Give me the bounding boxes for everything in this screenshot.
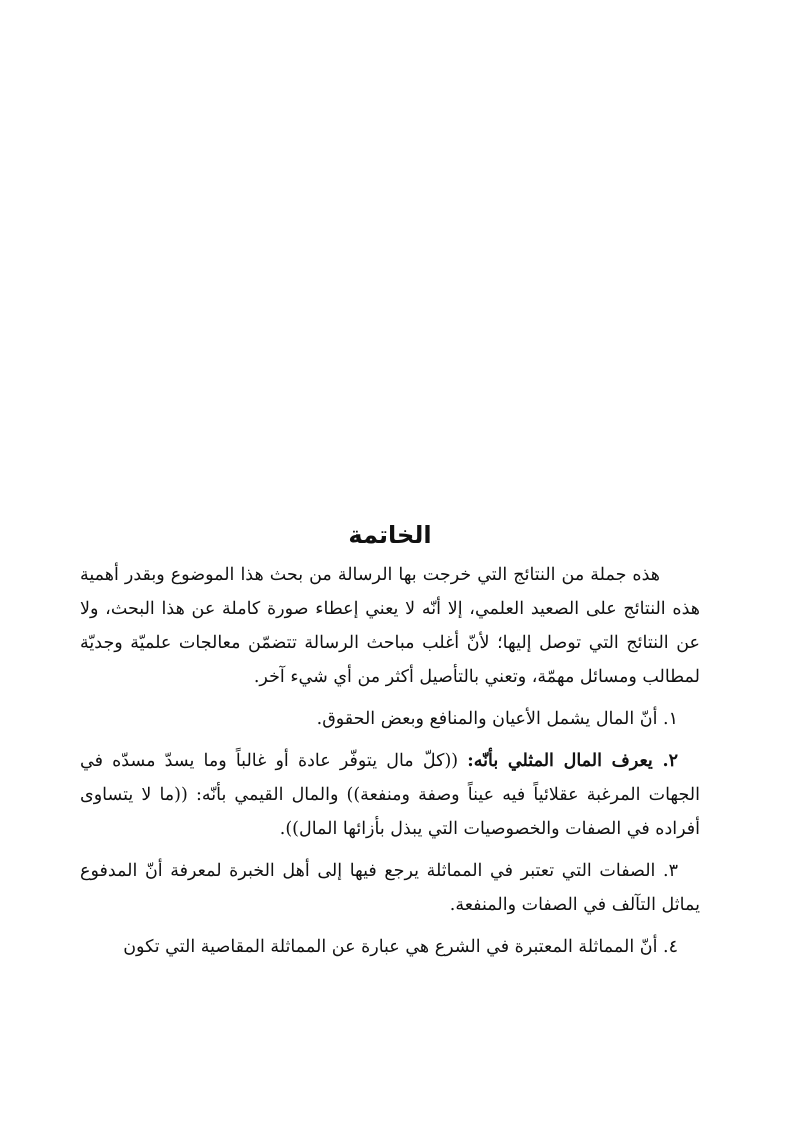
item-2-text: ((كلّ مال يتوفّر عادة أو غالباً وما يسدّ مسدّه في الجهات المرغبة عقلائياً فيه عيناً وصفة ومنفعة)) والمال القيمي بأنّه: ((ما لا يتساوى أفراده في الصفات والخصوصيات التي يبذل بأزائها المال)).: [80, 751, 700, 839]
page-title: الخاتمة: [348, 521, 432, 549]
conclusion-item-2: [80, 744, 700, 846]
conclusion-item-3: ٣. الصفات التي تعتبر في المماثلة يرجع فيها إلى أهل الخبرة لمعرفة أنّ المدفوع يماثل التآلف في الصفات والمنفعة.: [80, 861, 700, 915]
page-content: [80, 518, 700, 964]
conclusion-item-1: ١. أنّ المال يشمل الأعيان والمنافع وبعض الحقوق.: [316, 709, 678, 729]
conclusion-item-4: ٤. أنّ المماثلة المعتبرة في الشرع هي عبارة عن المماثلة المقاصية التي تكون: [123, 937, 678, 957]
item-2-heading: ٢. يعرف المال المثلي بأنّه:: [467, 751, 678, 771]
intro-paragraph: هذه جملة من النتائج التي خرجت بها الرسالة من بحث هذا الموضوع وبقدر أهمية هذه النتائج على الصعيد العلمي، إلا أنّه لا يعني إعطاء صورة كاملة عن هذا البحث، ولا عن النتائج التي توصل إليها؛ لأنّ أغلب مباحث الرسالة تتضمّن معالجات علميّة وجديّة لمطالب ومسائل مهمّة، وتعني بالتأصيل أكثر من أي شيء آخر.: [80, 565, 700, 687]
